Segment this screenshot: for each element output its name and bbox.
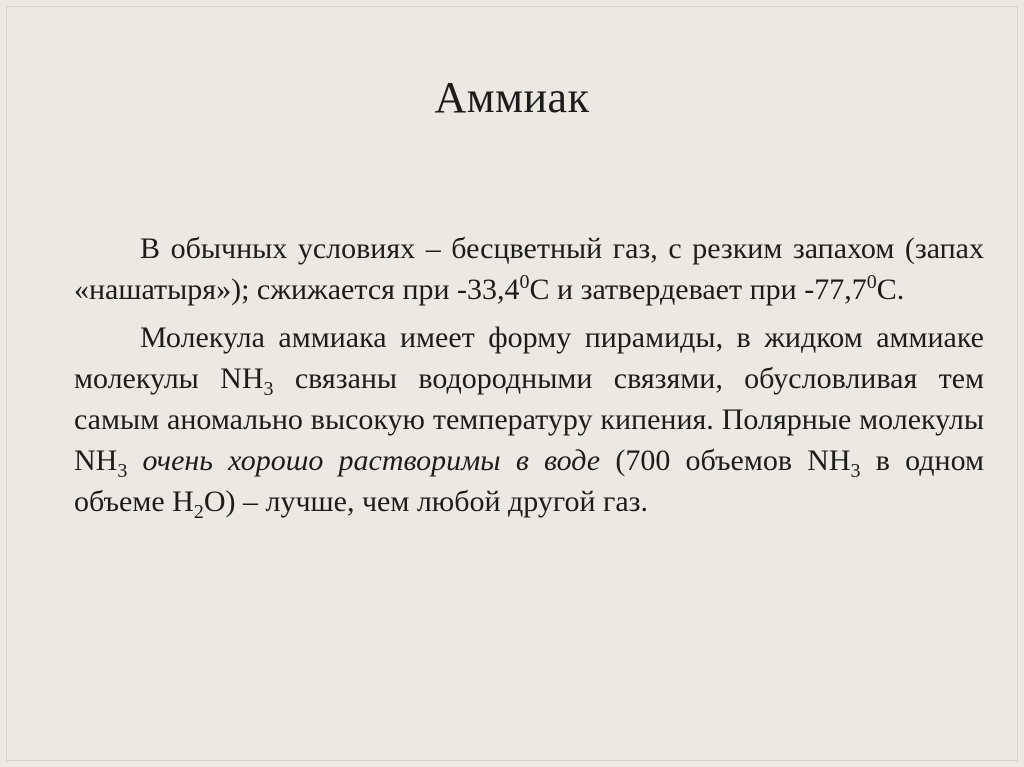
superscript-text: 0: [866, 271, 877, 293]
text-run: (700 объемов NH: [600, 444, 851, 477]
subscript-text: 3: [850, 460, 861, 482]
subscript-text: 3: [263, 378, 274, 400]
subscript-text: 2: [193, 501, 204, 523]
slide-body: [74, 228, 984, 522]
text-run: Молекула аммиака имеет форму пирамиды, в жидком аммиаке молекулы NH: [74, 321, 984, 395]
paragraph-properties: [74, 228, 984, 310]
text-run: С.: [876, 273, 905, 306]
text-run: С и затвердевает при -77,7: [529, 273, 867, 306]
text-run: O) – лучше, чем любой другой газ.: [203, 485, 648, 518]
superscript-text: 0: [519, 271, 530, 293]
subscript-text: 3: [117, 460, 128, 482]
text-run: в одном объеме H: [74, 444, 984, 518]
text-run: связаны водородными связями, обусловливая тем самым аномально высокую температуру кипения. Полярные молекулы NH: [74, 362, 984, 477]
text-run: В обычных условиях – бесцветный газ, с резким запахом (запах «нашатыря»); сжижается при -33,4: [74, 232, 984, 306]
italic-text: очень хорошо растворимы в воде: [142, 444, 601, 477]
paragraph-structure: [74, 317, 984, 522]
text-run: [127, 444, 142, 477]
slide-title: Аммиак: [434, 73, 590, 122]
